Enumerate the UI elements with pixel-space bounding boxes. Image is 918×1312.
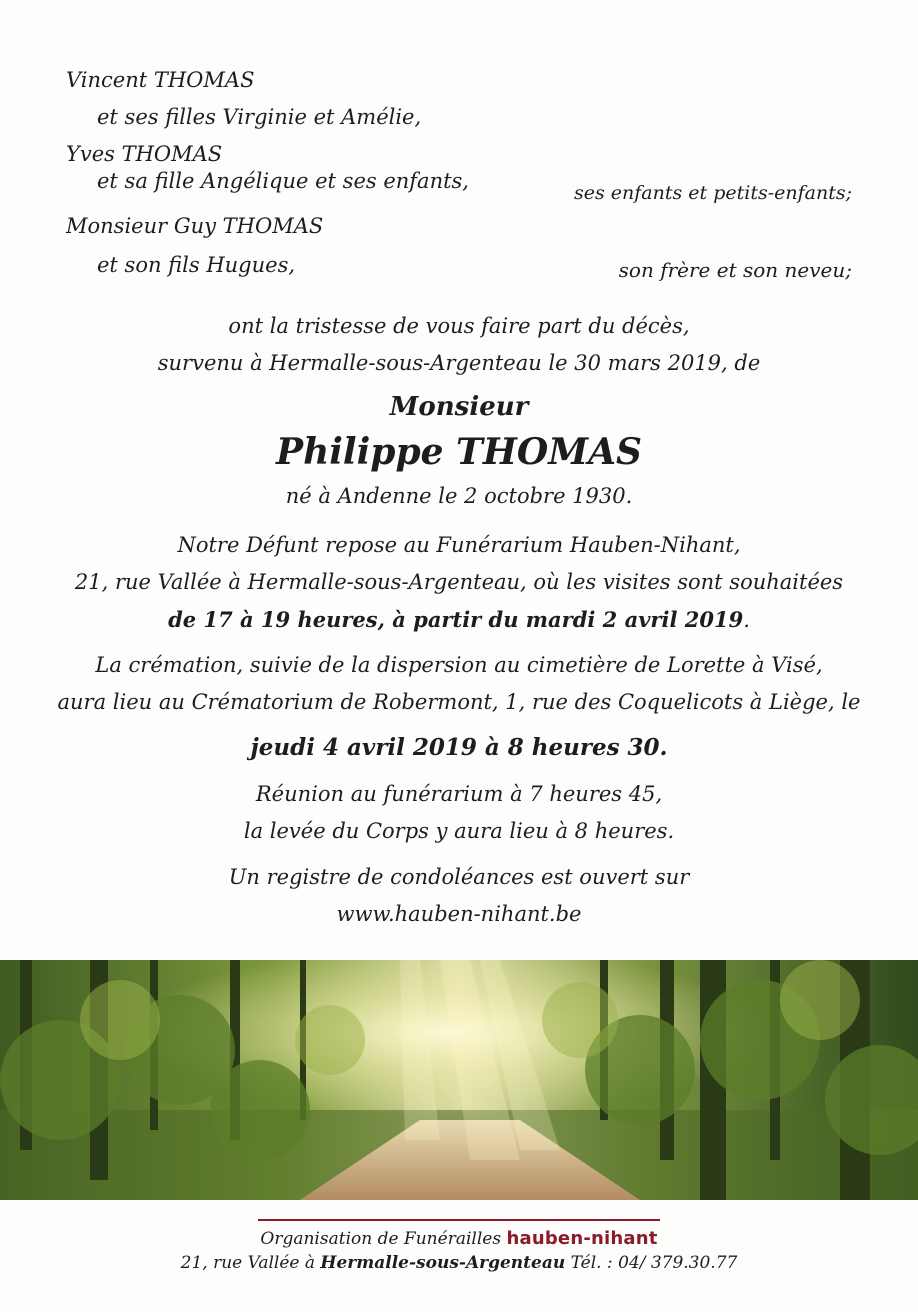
deceased-birth: né à Andenne le 2 octobre 1930. [285,484,633,508]
deceased-name: Philippe THOMAS [276,431,642,473]
footer-organisation: Organisation de Funérailles hauben-nihant [260,1228,658,1249]
family-guy: Monsieur Guy THOMAS [66,214,324,238]
cremation-line-1: La crémation, suivie de la dispersion au cimetière de Lorette à Visé, [95,653,823,677]
meeting-line-2: la levée du Corps y aura lieu à 8 heures. [243,819,675,843]
cremation-line-2: aura lieu au Crématorium de Robermont, 1, rue des Coquelicots à Liège, le [57,690,861,714]
family-guy-son: et son fils Hugues, [97,253,296,277]
family-brother-note: son frère et son neveu; [618,258,852,282]
visitation-line-1: Notre Défunt repose au Funérarium Hauben-Nihant, [177,533,741,557]
visitation [0,527,918,639]
family-vincent-daughters: et ses filles Virginie et Amélie, [97,105,422,129]
forest-path-photo [0,960,918,1200]
footer-divider [258,1219,660,1221]
announcement-line-2: survenu à Hermalle-sous-Argenteau le 30 mars 2019, de [157,351,761,375]
condolences-line-1: Un registre de condoléances est ouvert sur [228,865,690,889]
condolences-url: www.hauben-nihant.be [336,902,582,926]
forest-path-image [0,960,918,1200]
visitation-hours: de 17 à 19 heures, à partir du mardi 2 avril 2019. [168,607,750,632]
family-yves: Yves THOMAS [66,142,223,166]
cremation [0,647,918,721]
family-children-note: ses enfants et petits-enfants; [574,182,852,204]
condolences [0,859,918,933]
family-yves-family: et sa fille Angélique et ses enfants, [97,169,469,193]
footer-address: 21, rue Vallée à Hermalle-sous-Argenteau Tél. : 04/ 379.30.77 [180,1253,738,1273]
announcement-line-1: ont la tristesse de vous faire part du décès, [228,314,690,338]
cremation-date: jeudi 4 avril 2019 à 8 heures 30. [250,734,668,761]
meeting-line-1: Réunion au funérarium à 7 heures 45, [255,782,663,806]
visitation-line-2: 21, rue Vallée à Hermalle-sous-Argenteau, où les visites sont souhaitées [74,570,844,594]
meeting [0,776,918,850]
deceased-honorific: Monsieur [389,392,529,422]
announcement [0,308,918,382]
family-vincent: Vincent THOMAS [66,68,255,92]
brand-logo: hauben-nihant [506,1228,658,1249]
